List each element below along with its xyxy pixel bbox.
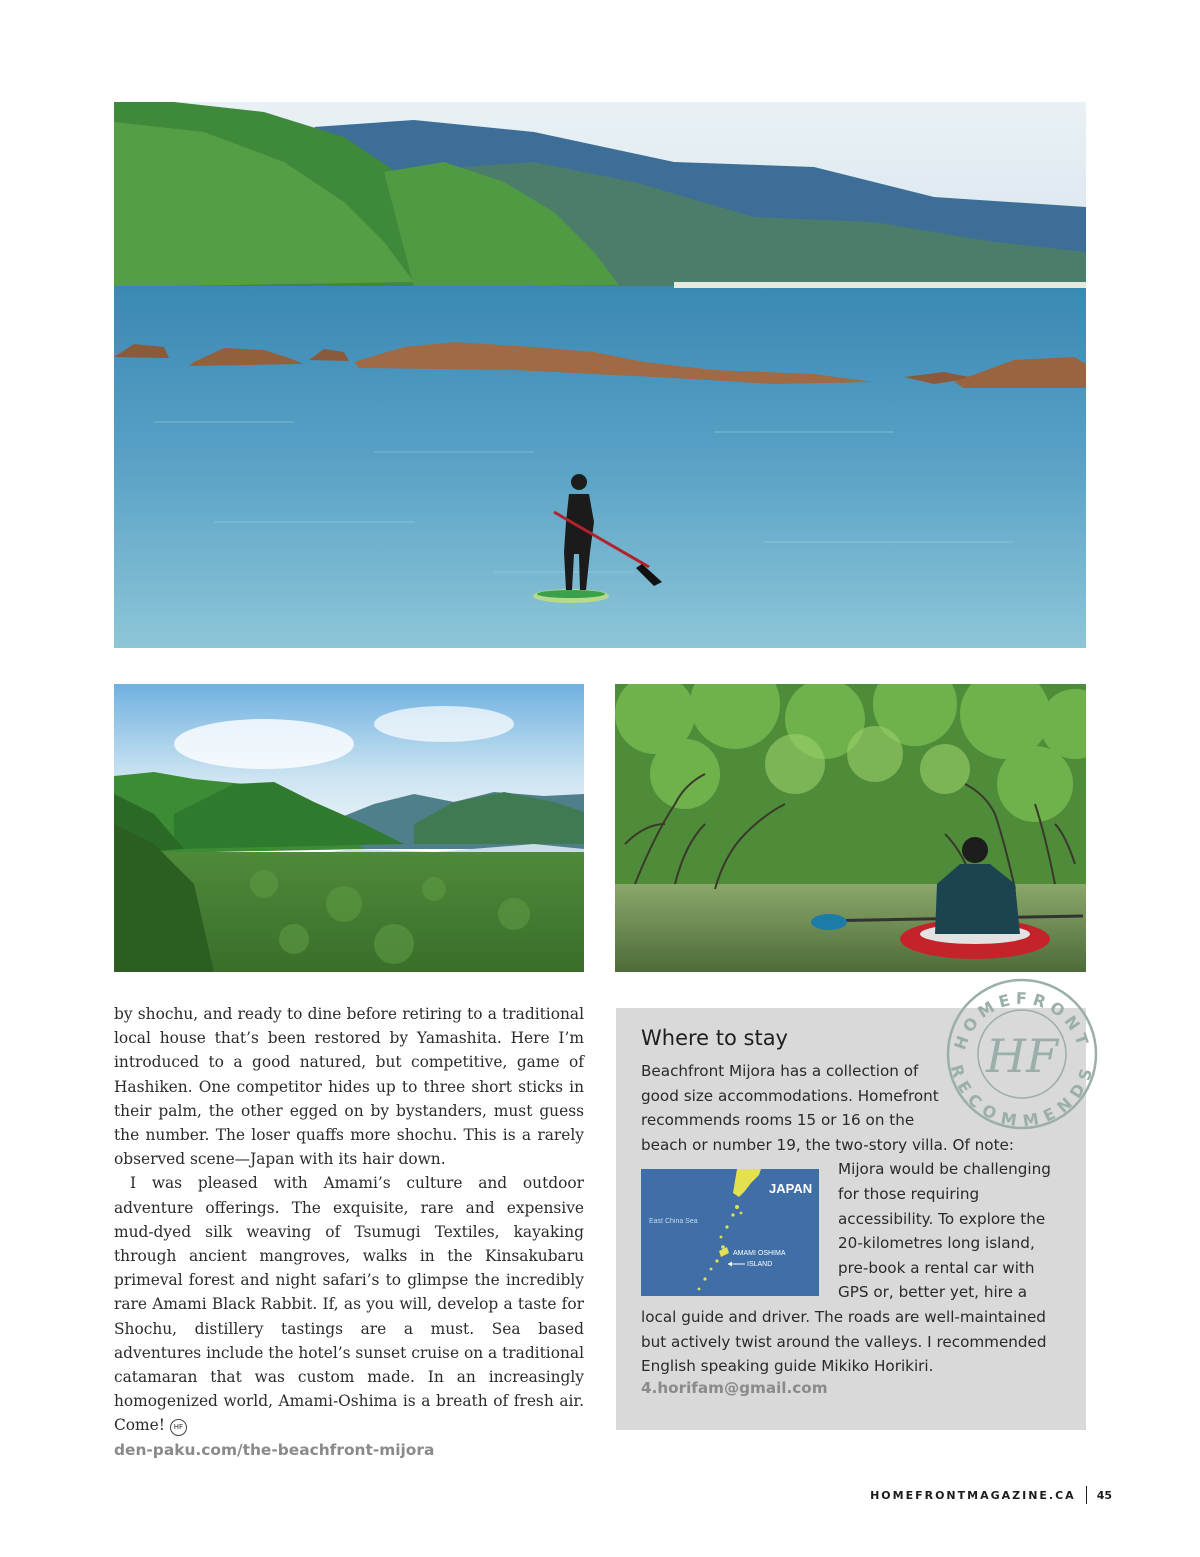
stamp-top-text: HOMEFRONT bbox=[950, 988, 1094, 1053]
green-valley-icon bbox=[114, 684, 584, 972]
sidebar-line: local guide and driver. The roads are well-maintained bbox=[641, 1308, 1046, 1326]
sidebar-line: Beachfront Mijora has a collection of bbox=[641, 1062, 919, 1080]
guide-email-link[interactable]: 4.horifam@gmail.com bbox=[641, 1379, 828, 1397]
sidebar-line: English speaking guide Mikiko Horikiri. bbox=[641, 1357, 934, 1376]
article-paragraph-2-text: I was pleased with Amami’s culture and outdoor adventure offerings. The exquisite, rare and expensive mud-dyed silk weaving of Tsumugi Textiles, kayaking through ancient mangroves, walks in the Kinsakubaru primeval forest and night safari’s to glimpse the incredibly rare Amami Black Rabbit. If, as you will, develop a taste for Shochu, distillery tastings are a must. Sea based adventures include the hotel’s sunset cruise on a traditional catamaran that was custom made. In an increasingly homogenized world, Amami-Oshima is a breath of fresh air. Come! bbox=[114, 1174, 584, 1435]
japan-map bbox=[641, 1169, 819, 1296]
hero-photo bbox=[114, 102, 1086, 648]
page-footer bbox=[870, 1486, 1112, 1504]
mangrove-photo bbox=[615, 684, 1086, 972]
sidebar-line: pre-book a rental car with bbox=[838, 1258, 1035, 1277]
article-paragraph-1: by shochu, and ready to dine before retiring to a traditional local house that’s been restored by Yamashita. Here I’m introduced to a good natured, but competitive, game of Hashiken. One competitor hides up to three short sticks in their palm, the other egged on by bystanders, must guess the number. The loser quaffs more shochu. This is a rarely observed scene—Japan with its hair down. bbox=[114, 1005, 584, 1169]
map-island-label-1: AMAMI OSHIMA bbox=[733, 1250, 786, 1257]
footer-site: HOMEFRONTMAGAZINE.CA bbox=[870, 1488, 1076, 1502]
map-icon bbox=[641, 1169, 819, 1296]
sidebar-line: recommends rooms 15 or 16 on the bbox=[641, 1111, 915, 1130]
sidebar-line: for those requiring bbox=[838, 1185, 980, 1203]
sidebar-line: Mijora would be challenging bbox=[838, 1160, 1051, 1179]
sidebar-line: GPS or, better yet, hire a bbox=[838, 1283, 1028, 1302]
homefront-recommends-stamp bbox=[932, 972, 1110, 1134]
sidebar-line: 20-kilometres long island, bbox=[838, 1234, 1035, 1253]
sidebar-title: Where to stay bbox=[641, 1026, 788, 1050]
map-island-label-2: ISLAND bbox=[747, 1261, 773, 1268]
sidebar-line: but actively twist around the valleys. I recommended bbox=[641, 1332, 1047, 1351]
stamp-icon bbox=[932, 972, 1110, 1134]
hotel-website-link[interactable]: den-paku.com/the-beachfront-mijora bbox=[114, 1440, 435, 1459]
hf-end-mark-icon: HF bbox=[170, 1419, 187, 1436]
map-sea-label: East China Sea bbox=[649, 1218, 698, 1225]
stamp-bottom-text: RECOMMENDS bbox=[946, 1062, 1098, 1131]
sidebar-line: accessibility. To explore the bbox=[838, 1209, 1046, 1228]
article-body bbox=[114, 1002, 584, 1462]
sidebar-line: beach or number 19, the two-story villa. Of note: bbox=[641, 1135, 1015, 1154]
article-paragraph-2 bbox=[114, 1171, 584, 1437]
paddleboarder-bay-icon bbox=[114, 102, 1086, 648]
map-country-label: JAPAN bbox=[769, 1181, 813, 1196]
page-number: 45 bbox=[1096, 1488, 1112, 1502]
footer-divider bbox=[1086, 1486, 1087, 1504]
sidebar-line: good size accommodations. Homefront bbox=[641, 1086, 939, 1105]
stamp-monogram: HF bbox=[985, 1029, 1059, 1083]
valley-photo bbox=[114, 684, 584, 972]
mangrove-kayak-icon bbox=[615, 684, 1086, 972]
